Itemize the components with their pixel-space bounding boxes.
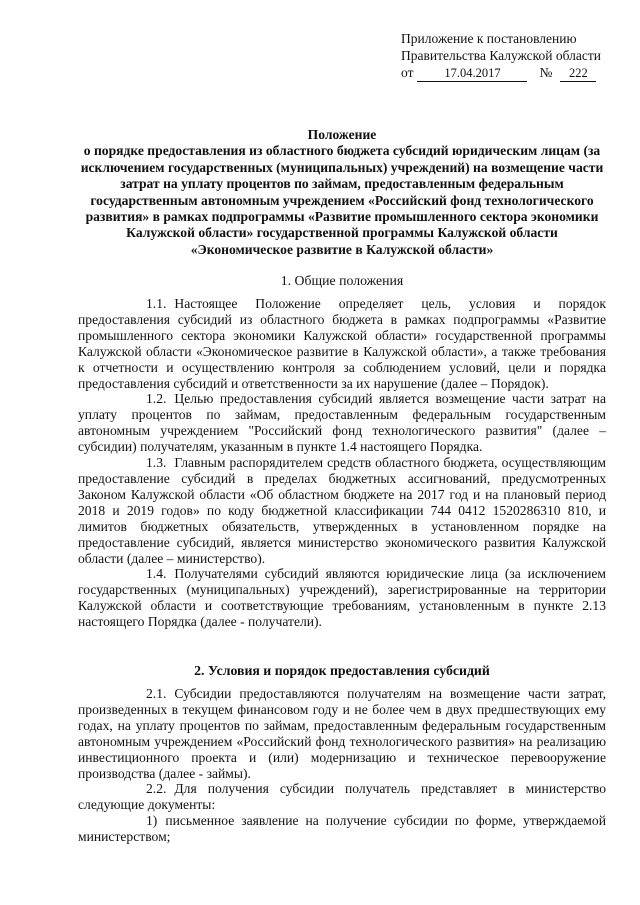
paragraph-number: 1.2. [146, 391, 167, 407]
paragraph-1-1 [78, 296, 606, 391]
approval-line-2: Правительства Калужской области [401, 48, 602, 63]
paragraph-number: 1.1. [146, 296, 167, 311]
approval-number: 222 [560, 66, 596, 82]
paragraph-1-3 [78, 455, 606, 566]
paragraph-2-2 [78, 781, 606, 813]
paragraph-text: Главным распорядителем средств областного бюджета, осуществляющим предоставление субсидий в пределах бюджетных ассигнований, предусмотренных Законом Калужской области «Об областном бюджете на 2017 год и на плановый период 2018 и 2019 годов» по коду бюджетной классификации 744 0412 1520286310 810, и лимитов бюджетных обязательств, утвержденных в установленном порядке на предоставление субсидий, является министерство экономического развития Калужской области (далее – министерство). [78, 455, 606, 566]
paragraph-2-2-item-1 [78, 813, 606, 845]
paragraph-number: 2.1. [146, 686, 167, 701]
title-text: о порядке предоставления из областного бюджета субсидий юридическим лицам (за исключением государственных (муниципальных) учреждений) на возмещение части затрат на уплату процентов по займам, предоставленным федеральным государственным автономным учреждением «Российский фонд технологического развития» в рамках подпрограммы «Развитие промышленного сектора экономики Калужской области» государственной программы Калужской области «Экономическое развитие в Калужской области» [80, 143, 604, 257]
document-title [78, 127, 606, 258]
section-2-body [78, 686, 606, 845]
paragraph-2-1 [78, 686, 606, 781]
paragraph-text: Настоящее Положение определяет цель, условия и порядок предоставления субсидий из областного бюджета в рамках подпрограммы «Развитие промышленного сектора экономики Калужской области» государственной программы Калужской области «Экономическое развитие в Калужской области», а также требования к отчетности и осуществлению контроля за соблюдением условий, цели и порядка предоставления субсидий и ответственности за их нарушение (далее – Порядок). [78, 296, 606, 391]
paragraph-1-2 [78, 391, 606, 455]
paragraph-number: 2.2. [146, 781, 167, 797]
paragraph-number: 1.3. [146, 455, 167, 471]
section-2-heading: 2. Условия и порядок предоставления субсидий [194, 663, 490, 678]
paragraph-text: письменное заявление на получение субсидии по форме, утверждаемой министерством; [78, 813, 606, 845]
paragraph-number: 1) [146, 813, 158, 829]
approval-number-label: № [539, 65, 553, 80]
approval-line-3 [401, 64, 621, 82]
paragraph-1-4 [78, 566, 606, 630]
approval-from-label: от [401, 65, 414, 80]
approval-line-1: Приложение к постановлению [401, 31, 577, 46]
paragraph-number: 1.4. [146, 566, 167, 582]
paragraph-text: Получателями субсидий являются юридические лица (за исключением государственных (муниципальных) учреждений), зарегистрированные на территории Калужской области и соответствующие требованиям, установленным в пункте 2.13 настоящего Порядка (далее - получатели). [78, 566, 606, 630]
paragraph-text: Субсидии предоставляются получателям на возмещение части затрат, произведенных в текущем финансовом году и не более чем в двух предшествующих ему годах, на уплату процентов по займам, предоставленным федеральным государственным автономным учреждением «Российский фонд технологического развития» на реализацию инвестиционного проекта и (или) модернизацию и техническое перевооружение производства (далее - займы). [78, 686, 606, 781]
paragraph-text: Для получения субсидии получатель представляет в министерство следующие документы: [78, 781, 606, 813]
approval-date: 17.04.2017 [417, 66, 527, 82]
section-1-heading: 1. Общие положения [280, 273, 404, 288]
section-1-body [78, 296, 606, 630]
paragraph-text: Целью предоставления субсидий является возмещение части затрат на уплату процентов по займам, предоставленным федеральным государственным автономным учреждением "Российский фонд технологического развития" (далее – субсидии) получателям, указанным в пункте 1.4 настоящего Порядка. [78, 391, 606, 455]
title-heading: Положение [307, 127, 377, 142]
approval-note [401, 30, 621, 82]
